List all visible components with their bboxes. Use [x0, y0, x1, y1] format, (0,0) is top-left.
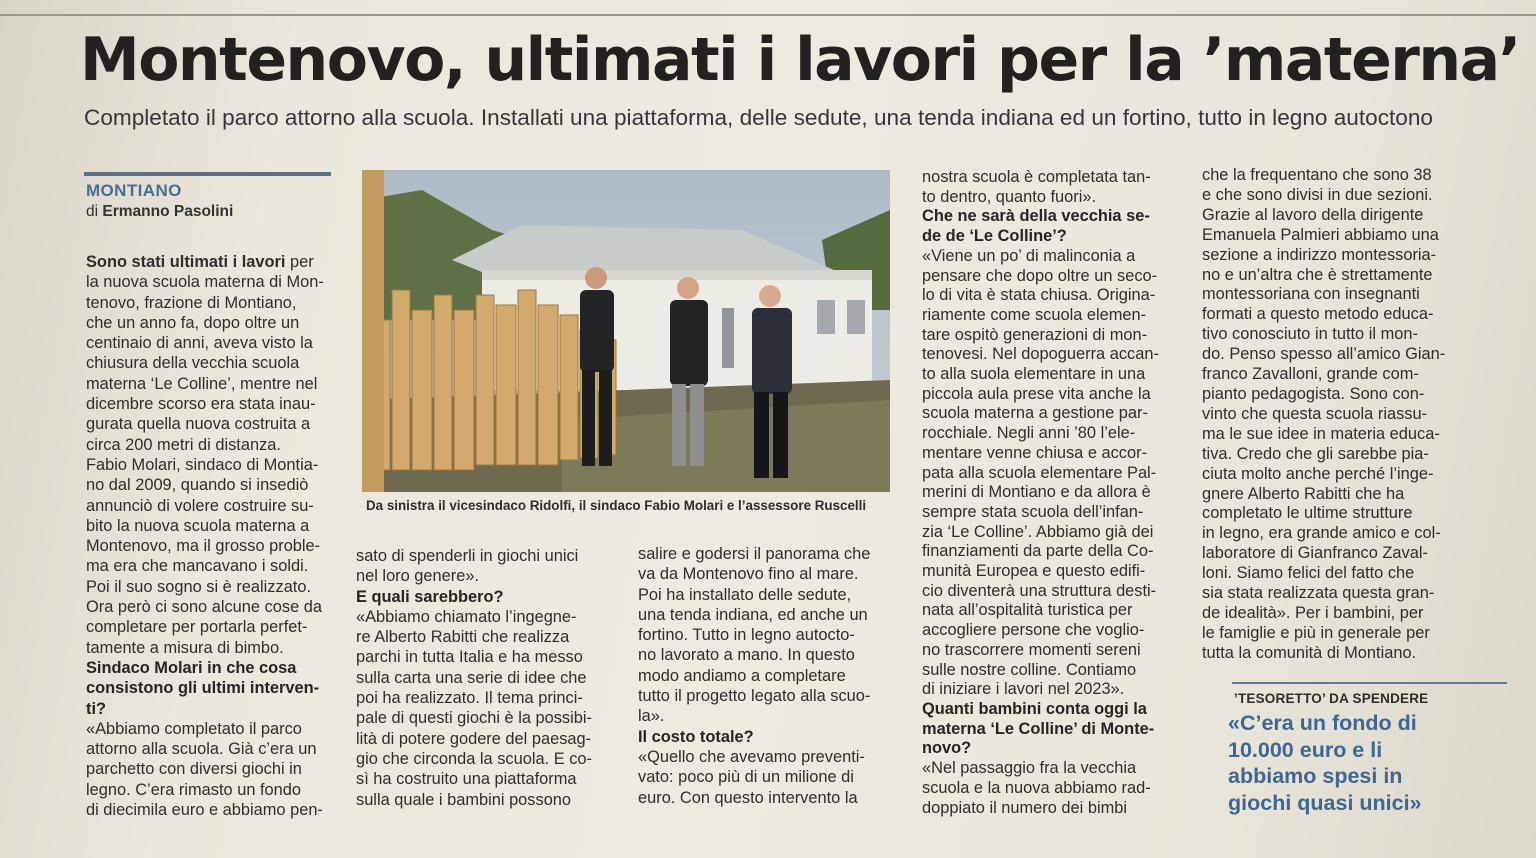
text-line: tenovesi. Nel dopoguerra accan- [922, 345, 1159, 364]
text-line: sia stata realizzata questa gran- [1202, 584, 1435, 603]
text-line: doppiato il numero dei bimbi [922, 798, 1128, 817]
text-line: poi ha realizzato. Il tema princi- [356, 689, 583, 708]
text-line: gurata quella nuova costruita a [86, 415, 311, 434]
text-line: scuola materna a gestione par- [922, 404, 1148, 423]
col3-body [638, 544, 906, 727]
article-photo [362, 170, 890, 492]
text-line: Montenovo, ma il grosso proble- [86, 537, 321, 556]
text-line: circa 200 metri di distanza. [86, 435, 281, 454]
text-line: in legno, era grande amico e col- [1202, 524, 1441, 543]
col4-body [922, 168, 1194, 207]
text-line: la». [638, 707, 665, 726]
text-line: ma era che mancavano i soldi. [86, 557, 309, 576]
text-line: sulle nostre colline. Contiamo [922, 660, 1137, 679]
text-line: che un anno fa, dopo oltre un [86, 313, 300, 332]
photo-illustration [362, 170, 890, 492]
text-line: vato: poco più di un milione di [638, 768, 854, 787]
question-3 [638, 727, 906, 747]
text-line: gio che circonda la scuola. E co- [356, 749, 592, 768]
text-line: modo andiamo a completare [638, 666, 846, 685]
text-line: tutto il progetto legato alla scuo- [638, 687, 871, 706]
text-line: lità di potere godere del paesag- [356, 729, 592, 748]
text-line: consistono gli ultimi interven- [86, 679, 320, 698]
text-line: Poi il suo sogno si è realizzato. [86, 577, 312, 596]
photo-caption: Da sinistra il vicesindaco Ridolfi, il sindaco Fabio Molari e l’assessore Ruscelli [366, 498, 867, 513]
text-line: Emanuela Palmieri abbiamo una [1202, 225, 1439, 244]
text-line: dicembre scorso era stata inau- [86, 395, 316, 414]
text-line: Sindaco Molari in che cosa [86, 658, 297, 677]
text-line: sempre stata scuola dell’infan- [922, 502, 1144, 521]
text-line: gnere Alberto Rabitti che ha [1202, 484, 1405, 503]
text-line: pianto pedagogista. Sono con- [1202, 384, 1425, 403]
col1-body [86, 272, 338, 658]
text-line: di diecimila euro e abbiamo pen- [86, 801, 323, 820]
text-line: laboratore di Gianfranco Zaval- [1202, 544, 1428, 563]
lead-text: Sono stati ultimati i lavori [86, 253, 286, 271]
text-line: de idealità». Per i bambini, per [1202, 603, 1424, 622]
text-line: montessoriana con insegnanti [1202, 285, 1420, 304]
text-line: franco Zavalloni, grande com- [1202, 365, 1419, 384]
text-line: pata alla scuola elementare Pal- [922, 463, 1157, 482]
text-line: chiusura della vecchia scuola [86, 354, 300, 373]
text-line: tamente a misura di bimbo. [86, 638, 284, 657]
headline: Montenovo, ultimati i lavori per la ’materna’ [80, 25, 1520, 95]
text-line: no trascorrere momenti sereni [922, 640, 1141, 659]
text-line: scuola e la nuova abbiamo rad- [922, 778, 1151, 797]
text-line: ciuta molto anche perché l’inge- [1202, 464, 1434, 483]
text-line: accogliere persone che voglio- [922, 621, 1145, 640]
text-line: sulla quale i bambini possono [356, 790, 572, 809]
text-line: una tenda indiana, ed anche un [638, 605, 868, 624]
section-label: MONTIANO [86, 181, 182, 200]
text-line: bito la nuova scuola materna a [86, 516, 310, 535]
answer-4 [922, 247, 1194, 700]
question-5 [922, 700, 1194, 759]
text-line: tivo conosciuto in tutto il mon- [1202, 325, 1418, 344]
text-line: va da Montenovo fino al mare. [638, 565, 859, 584]
text-line: finanziamenti da parte della Co- [922, 542, 1154, 561]
text-line: tiva. Credo che gli sarebbe pia- [1202, 444, 1429, 463]
text-line: 10.000 euro e li [1228, 737, 1383, 762]
text-line: la nuova scuola materna di Mon- [86, 273, 324, 292]
text-line: Ora però ci sono alcune cose da [86, 598, 322, 617]
text-line: to dentro, quanto fuori». [922, 187, 1097, 206]
subheadline: Completato il parco attorno alla scuola. Installati una piattaforma, delle sedute, una tenda indiana ed un fortino, tutto in legno autoctono [84, 105, 1433, 130]
pull-quote-kicker: ’TESORETTO’ DA SPENDERE [1234, 691, 1429, 706]
text-line: pale di questi giochi è la possibi- [356, 709, 592, 728]
text-line: merini di Montiano e da allora è [922, 483, 1151, 502]
text-line: «Quello che avevamo preventi- [638, 747, 865, 766]
text-line: centinaio di anni, aveva visto la [86, 334, 313, 353]
text-line: loni. Siamo felici del fatto che [1202, 564, 1415, 583]
text-line: completare per portarla perfet- [86, 618, 308, 637]
text-line: pensare che dopo oltre un seco- [922, 266, 1158, 285]
article-column-3 [638, 544, 906, 808]
text-line: Grazie al lavoro della dirigente [1202, 205, 1424, 224]
text-line: no lavorato a mano. In questo [638, 646, 855, 665]
text-line: lo di vita è stata chiusa. Origina- [922, 286, 1156, 305]
text-line: legno. C’era rimasto un fondo [86, 780, 302, 799]
text-line: piccola aula prese vita anche la [922, 384, 1151, 403]
text-line: salire e godersi il panorama che [638, 545, 871, 563]
text-line: tenovo, frazione di Montiano, [86, 293, 297, 312]
text-line: attorno alla scuola. Già c’era un [86, 740, 317, 759]
text-line: riamente come scuola elemen- [922, 305, 1147, 324]
col5-body [1202, 166, 1510, 664]
text-line: vinto che questa scuola riassu- [1202, 404, 1428, 423]
question-1 [86, 658, 338, 719]
text-line: sulla carta una serie di idee che [356, 668, 587, 687]
pull-quote [1228, 710, 1518, 816]
pull-quote-rule [1232, 682, 1507, 684]
text-line: «Viene un po’ di malinconia a [922, 246, 1136, 265]
text-line: ti? [86, 699, 107, 718]
question-4 [922, 207, 1194, 246]
text-line: cio diventerà una struttura desti- [922, 581, 1157, 600]
col2-body [356, 546, 618, 587]
text-line: annunciò di volere costruire su- [86, 496, 314, 515]
text-line: tutta la comunità di Montiano. [1202, 643, 1417, 662]
text-line: zia ‘Le Colline’. Abbiamo già dei [922, 522, 1154, 541]
text-line: di iniziare i lavori nel 2023». [922, 680, 1125, 699]
question-2 [356, 587, 618, 607]
answer-1 [86, 719, 338, 820]
section-rule [84, 172, 331, 176]
text-line: le famiglie e più in generale per [1202, 623, 1430, 642]
text-line: nata all’ospitalità turistica per [922, 601, 1133, 620]
text-line: «Abbiamo chiamato l’ingegne- [356, 607, 577, 626]
lead-continuation: per [290, 253, 314, 271]
text-line: abbiamo spesi in [1228, 764, 1403, 788]
text-line: «Abbiamo completato il parco [86, 719, 302, 738]
text-line: tare ospitò generazioni di mon- [922, 325, 1148, 344]
text-line: formati a questo metodo educa- [1202, 305, 1434, 324]
text-line: euro. Con questo intervento la [638, 788, 858, 807]
text-line: Quanti bambini conta oggi la [922, 699, 1147, 718]
article-column-2 [356, 546, 618, 810]
answer-3 [638, 747, 906, 808]
article-column-5 [1202, 166, 1510, 664]
text-line: to alla suola elementare in una [922, 365, 1146, 384]
text-line: materna ‘Le Colline’ di Monte- [922, 719, 1155, 738]
text-line: re Alberto Rabitti che realizza [356, 628, 570, 647]
text-line: Che ne sarà della vecchia se- [922, 207, 1150, 226]
text-line: che la frequentano che sono 38 [1202, 166, 1432, 184]
text-line: giochi quasi unici» [1228, 790, 1422, 815]
text-line: e che sono divisi in due sezioni. [1202, 185, 1433, 204]
text-line: sato di spenderli in giochi unici [356, 547, 579, 565]
text-line: ma le sue idee in materia educa- [1202, 424, 1440, 443]
byline [86, 203, 233, 221]
text-line: E quali sarebbero? [356, 587, 504, 606]
text-line: «Nel passaggio fra la vecchia [922, 759, 1137, 778]
top-rule [0, 14, 1536, 16]
text-line: completato le ultime strutture [1202, 504, 1413, 523]
article-column-1 [86, 252, 338, 820]
byline-author: Ermanno Pasolini [102, 203, 234, 220]
text-line: rocchiale. Negli anni ’80 l’ele- [922, 424, 1136, 443]
text-line: novo? [922, 739, 972, 758]
text-line: de de ‘Le Colline’? [922, 227, 1067, 246]
answer-2 [356, 607, 618, 810]
text-line: sezione a indirizzo montessoria- [1202, 245, 1437, 264]
text-line: no e un’altra che è strettamente [1202, 265, 1433, 284]
article-column-4 [922, 168, 1194, 818]
byline-prefix: di [86, 203, 99, 220]
text-line: Fabio Molari, sindaco di Montia- [86, 455, 319, 474]
text-line: «C’era un fondo di [1228, 711, 1417, 735]
text-line: nel loro genere». [356, 567, 480, 586]
text-line: nostra scuola è completata tan- [922, 168, 1151, 186]
answer-5 [922, 759, 1194, 818]
text-line: do. Penso spesso all’amico Gian- [1202, 345, 1446, 364]
text-line: materna ‘Le Colline’, mentre nel [86, 374, 318, 393]
text-line: no dal 2009, quando si insediò [86, 476, 309, 495]
text-line: fortino. Tutto in legno autocto- [638, 626, 855, 645]
text-line: munità Europea e questo edifi- [922, 562, 1146, 581]
text-line: parchetto con diversi giochi in [86, 760, 302, 779]
text-line: Poi ha installato delle sedute, [638, 585, 852, 604]
text-line: parchi in tutta Italia e ha messo [356, 648, 583, 667]
text-line: sì ha costruito una piattaforma [356, 770, 577, 789]
lead-paragraph [86, 252, 338, 272]
text-line: Il costo totale? [638, 727, 754, 746]
text-line: mentare venne chiusa e accor- [922, 443, 1148, 462]
